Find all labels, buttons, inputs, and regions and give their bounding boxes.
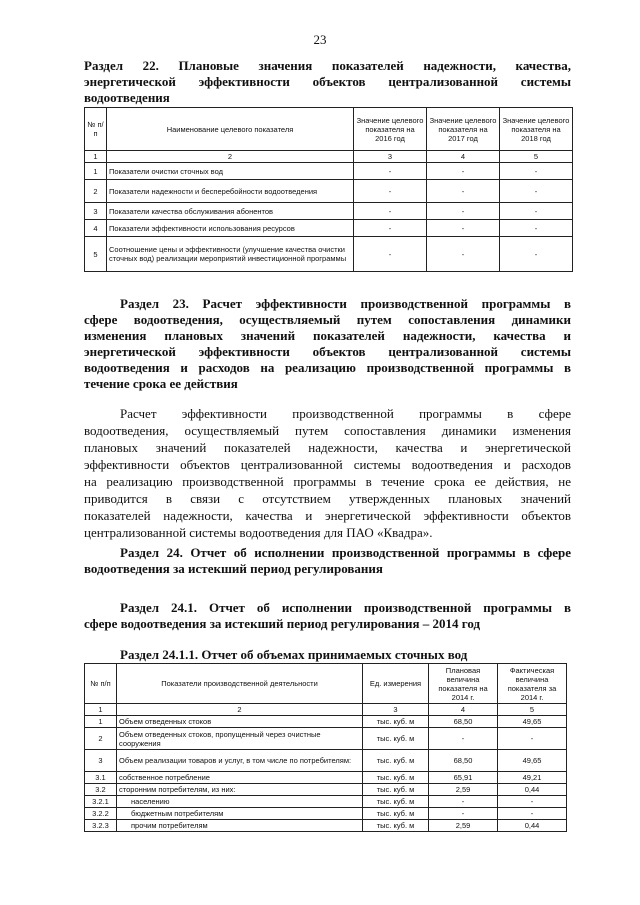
- section-23-paragraph: Расчет эффективности производственной программы в сфере водоотведения, осуществляемый путем сопоставления динамики изменения плановых значений показателей надежности, качества и энергетической эффективности объектов централизованной системы водоотведения и расходов на реализацию производственной программы в течение срока ее действия, не приводится в связи с отсутствием утвержденных плановых значений показателей надежности, качества и энергетической эффективности объектов централизованной системы водоотведения для ПАО «Квадра».: [84, 406, 571, 540]
- col-header-indicator-name: Наименование целевого показателя: [107, 108, 354, 151]
- col-header-2016: Значение целевого показателя на 2016 год: [354, 108, 427, 151]
- section-23-heading: Раздел 23. Расчет эффективности производственной программы в сфере водоотведения, осуществляемый путем сопоставления динамики изменения плановых значений показателей надежности, качества и энергетической эффективности объектов централизованной системы водоотведения и расходов на реализацию производственной программы в течение срока ее действия: [84, 296, 571, 391]
- col-header-number: № п/п: [85, 664, 117, 704]
- section-24-1-1-heading: Раздел 24.1.1. Отчет об объемах принимаемых сточных вод: [120, 647, 468, 662]
- section-22-heading: Раздел 22. Плановые значения показателей надежности, качества, энергетической эффективности объектов централизованной системы водоотведения: [84, 58, 571, 105]
- table-row: 5 Соотношение цены и эффективности (улучшение качества очистки сточных вод) реализации мероприятий инвестиционной программы - - -: [85, 237, 573, 272]
- table-row: 3.2 сторонним потребителям, из них: тыс. куб. м 2,59 0,44: [85, 784, 567, 796]
- col-header-fact: Фактическая величина показателя за 2014 г.: [498, 664, 567, 704]
- col-header-2017: Значение целевого показателя на 2017 год: [427, 108, 500, 151]
- table-row: 3.1 собственное потребление тыс. куб. м 65,91 49,21: [85, 772, 567, 784]
- table-row: 2 Показатели надежности и бесперебойности водоотведения - - -: [85, 180, 573, 203]
- col-header-number: № п/п: [85, 108, 107, 151]
- table-row: 1 Объем отведенных стоков тыс. куб. м 68,50 49,65: [85, 716, 567, 728]
- col-header-2018: Значение целевого показателя на 2018 год: [500, 108, 573, 151]
- table-section-22: [84, 107, 573, 272]
- table-row: 1 Показатели очистки сточных вод - - -: [85, 163, 573, 180]
- table-header-row: [85, 108, 573, 151]
- column-number-row: 1 2 3 4 5: [85, 151, 573, 163]
- table-row: 3.2.2 бюджетным потребителям тыс. куб. м - -: [85, 808, 567, 820]
- col-header-plan: Плановая величина показателя на 2014 г.: [429, 664, 498, 704]
- table-row: 3 Объем реализации товаров и услуг, в том числе по потребителям: тыс. куб. м 68,50 49,65: [85, 750, 567, 772]
- table-row: 3.2.1 населению тыс. куб. м - -: [85, 796, 567, 808]
- section-24-1-heading: Раздел 24.1. Отчет об исполнении производственной программы в сфере водоотведения за истекший период регулирования – 2014 год: [84, 600, 571, 631]
- section-24-heading: Раздел 24. Отчет об исполнении производственной программы в сфере водоотведения за истекший период регулирования: [84, 545, 571, 576]
- table-row: 2 Объем отведенных стоков, пропущенный через очистные сооружения тыс. куб. м - -: [85, 728, 567, 750]
- column-number-row: 1 2 3 4 5: [85, 704, 567, 716]
- table-header-row: [85, 664, 567, 704]
- table-section-24-1-1: [84, 663, 567, 832]
- table-row: 3 Показатели качества обслуживания абонентов - - -: [85, 203, 573, 220]
- table-row: 4 Показатели эффективности использования ресурсов - - -: [85, 220, 573, 237]
- col-header-unit: Ед. измерения: [363, 664, 429, 704]
- col-header-indicator: Показатели производственной деятельности: [117, 664, 363, 704]
- page-number: 23: [313, 32, 327, 47]
- table-row: 3.2.3 прочим потребителям тыс. куб. м 2,59 0,44: [85, 820, 567, 832]
